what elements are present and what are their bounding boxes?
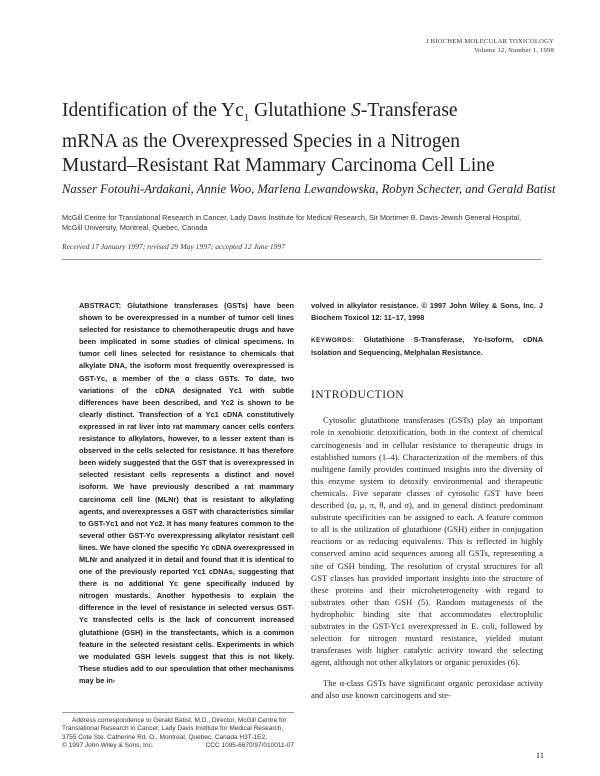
page-number: 11 bbox=[535, 750, 544, 760]
affiliation: McGill Centre for Translational Research in Cancer, Lady Davis Institute for Medical Research, Sir Mortimer B. Davis-Jewish General Hospital, McGill University, Montreal, Quebec, Canada bbox=[62, 213, 522, 232]
footnote bbox=[62, 717, 294, 751]
journal-header bbox=[426, 37, 554, 55]
footnote-rule bbox=[62, 712, 294, 713]
footnote-address: Address correspondence to Gerald Batist, M.D., Director, McGill Centre for Translational Research in Cancer, Lady Davis Institute for Medical Research, 3755 Cote Ste. Catherine Rd. O., Montreal, Quebec, Canada H3T-1E2. bbox=[62, 717, 287, 741]
footnote-ccc: CCC 1095-6670/97/010011-07 bbox=[205, 742, 294, 750]
right-column bbox=[311, 300, 543, 701]
keywords-text: Glutathione S-Transferase, Yc-Isoform, cDNA Isolation and Sequencing, Melphalan Resistance. bbox=[311, 335, 544, 358]
keywords bbox=[311, 334, 543, 359]
dates: Received 17 January 1997; revised 29 May 1997; accepted 12 June 1997 bbox=[62, 242, 286, 251]
abstract-continued: volved in alkylator resistance. © 1997 John Wiley & Sons, Inc. J Biochem Toxicol 12: 11–17, 1998 bbox=[311, 301, 543, 323]
footnote-copyright-row bbox=[62, 742, 294, 750]
title-line3: Mustard–Resistant Rat Mammary Carcinoma Cell Line bbox=[62, 154, 495, 176]
introduction-paragraph-1: Cytosolic glutathione transferases (GSTs) play an important role in xenobiotic detoxification, both in the context of chemical carcinogenesis and in cellular resistance to therapeutic drugs in established tumors (1–4). Characterization of the members of this multigene family provides continued insights into the diversity of this enzyme system to detoxify environmental and therapeutic chemicals. Five separate classes of cytosolic GST have been described (α, μ, π, θ, and σ), and in general distinct predominant substrate specificities can be assigned to each. A feature common to all is the utilization of glutathione (GSH) either in conjugation reactions or as reducing equivalents. This is reflected in highly conserved amino acid sequences among all GSTs, representing a site of GSH binding. The resolution of crystal structures for all GST classes has provided important insights into the structure of these proteins and their microheterogeneity with regard to substrates other than GSH (5). Random mutagenesis of the hydrophobic binding site that accommodates electrophilic substrates in the GST-Yc1 overexpressed in E. coli, followed by selection for nitrogen mustard resistance, yielded mutant transferases with higher catalytic activity toward the selecting agent, although not other alkylators or organic peroxides (6). bbox=[311, 415, 543, 668]
authors: Nasser Fotouhi-Ardakani, Annie Woo, Marlena Lewandowska, Robyn Schecter, and Gerald Batist bbox=[62, 182, 556, 196]
title-line2: mRNA as the Overexpressed Species in a Nitrogen bbox=[62, 131, 461, 153]
journal-volume: Volume 12, Number 1, 1998 bbox=[474, 47, 554, 54]
keywords-label: KEYWORDS: bbox=[311, 337, 355, 345]
title-subscript: 1 bbox=[243, 111, 250, 124]
title-line1-rest: Glutathione bbox=[249, 100, 352, 121]
header-rule bbox=[62, 259, 542, 260]
introduction-paragraph-2: The α-class GSTs have significant organic peroxidase activity and also use known carcinogens and ste- bbox=[311, 677, 543, 701]
introduction-heading: INTRODUCTION bbox=[311, 389, 405, 402]
footnote-copyright: © 1997 John Wiley & Sons, Inc. bbox=[62, 742, 154, 750]
title-line1-start: Identification of the Yc bbox=[62, 100, 244, 121]
abstract: ABSTRACT: Glutathione transferases (GSTs) have been shown to be overexpressed in a number of tumor cell lines selected for resistance to chemotherapeutic drugs and have been implicated in some studies of clinical specimens. In tumor cell lines selected for resistance to chemicals that alkylate DNA, the isoform most frequently overexpressed is GST-Yc, a member of the α class GSTs. To date, two variations of the cDNA designated Yc1 with subtle differences have been described, and Yc2 is shown to be clearly distinct. Transfection of a Yc1 cDNA constitutively expressed in rat liver into rat mammary cancer cells confers resistance to alkylators, however, to a lesser extent than is observed in the cells selected for resistance. It has therefore been widely suggested that the GST that is overexpressed in selected resistant cells represents a distinct and novel isoform. We have previously described a rat mammary carcinoma cell line (MLNr) that is resistant to alkylating agents, and overexpresses a GST with characteristics similar to GST-Yc1 and not Yc2. It has many features common to the several other GST-Yc overexpressing alkylator resistant cell lines. We have cloned the specific Yc cDNA overexpressed in MLNr and analyzed it in detail and found that it is identical to one of the previously reported Yc1 cDNAs, suggesting that there is no additional Yc gene specifically induced by nitrogen mustards. Another hypothesis to explain the difference in the level of resistance in selected versus GST-Yc transfected cells is the lack of concurrent increased glutathione (GSH) in the transfectants, which is a common feature in the selected resistant cells. Experiments in which we modulated GSH levels suggest that this is not likely. These studies add to our speculation that other mechanisms may be in- bbox=[79, 301, 294, 685]
title-italic-s: S bbox=[351, 100, 361, 121]
title-line1-end: -Transferase bbox=[360, 100, 458, 121]
journal-name: J BIOCHEM MOLECULAR TOXICOLOGY bbox=[426, 38, 554, 45]
article-title bbox=[62, 99, 562, 177]
